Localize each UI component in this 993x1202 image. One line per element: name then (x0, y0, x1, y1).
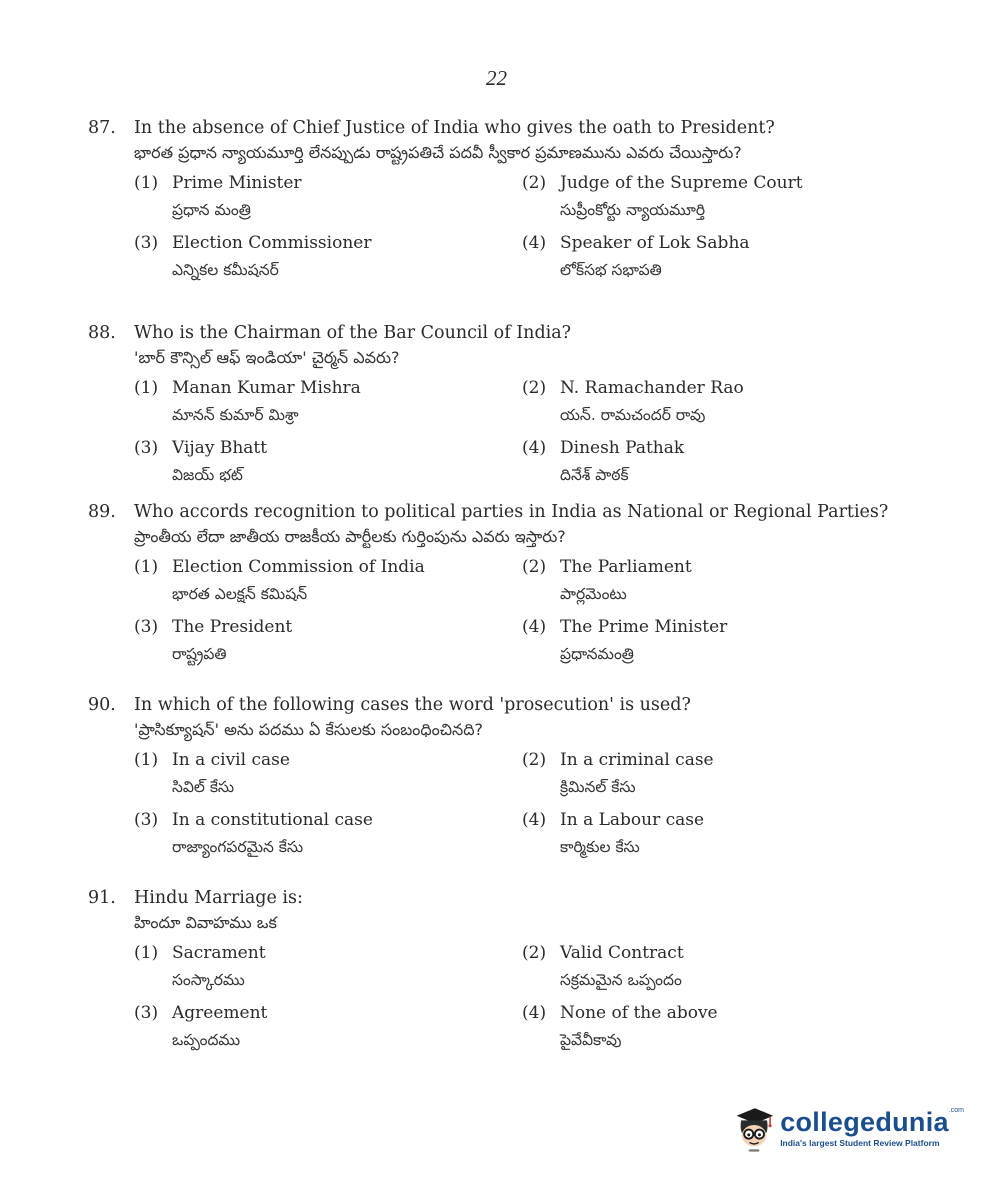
option-3 (134, 614, 522, 668)
option-2 (522, 747, 822, 801)
question-text-en: In which of the following cases the word 'prosecution' is used? (134, 695, 691, 715)
option-text-te: క్రిమినల్ కేసు (560, 778, 636, 796)
question-number: 90. (88, 695, 116, 715)
question-text-en: Who accords recognition to political parties in India as National or Regional Parties? (134, 502, 889, 522)
option-text-en: None of the above (560, 1003, 718, 1023)
option-4 (522, 614, 822, 668)
option-number: (4) (522, 1003, 547, 1023)
option-text-te: పైవేవీకావు (560, 1031, 622, 1049)
logo-tagline: India's largest Student Review Platform (780, 1138, 940, 1148)
option-number: (2) (522, 750, 547, 770)
question-text-te: 'బార్ కౌన్సిల్ ఆఫ్ ఇండియా' చైర్మన్ ఎవరు? (134, 348, 400, 367)
option-number: (3) (134, 233, 159, 253)
option-number: (2) (522, 557, 547, 577)
option-number: (3) (134, 617, 159, 637)
question-text-te: ప్రాంతీయ లేదా జాతీయ రాజకీయ పార్టీలకు గుర్తింపును ఎవరు ఇస్తారు? (134, 527, 566, 546)
option-number: (4) (522, 438, 547, 458)
options-grid (134, 747, 808, 861)
option-text-en: In a Labour case (560, 810, 705, 830)
option-3 (134, 1000, 522, 1054)
option-text-te: దినేశ్ పాఠక్ (560, 466, 629, 484)
question-text-en: In the absence of Chief Justice of India who gives the oath to President? (134, 118, 775, 138)
option-1 (134, 940, 522, 994)
option-number: (1) (134, 943, 159, 963)
option-3 (134, 230, 522, 284)
option-text-en: The Prime Minister (560, 617, 728, 637)
option-number: (3) (134, 1003, 159, 1023)
option-2 (522, 375, 822, 429)
option-text-en: The Parliament (560, 557, 692, 577)
option-2 (522, 940, 822, 994)
option-number: (3) (134, 810, 159, 830)
option-1 (134, 375, 522, 429)
option-text-en: Election Commissioner (172, 233, 372, 253)
option-text-en: Election Commission of India (172, 557, 425, 577)
question-87 (88, 116, 808, 284)
option-text-en: Speaker of Lok Sabha (560, 233, 750, 253)
question-text-te: హిందూ వివాహము ఒక (134, 913, 277, 932)
option-number: (2) (522, 378, 547, 398)
option-text-en: Agreement (172, 1003, 268, 1023)
option-2 (522, 554, 822, 608)
option-text-te: యన్. రామచందర్ రావు (560, 406, 706, 424)
option-text-en: Vijay Bhatt (172, 438, 268, 458)
option-text-en: In a criminal case (560, 750, 714, 770)
question-89 (88, 500, 889, 668)
option-1 (134, 747, 522, 801)
question-88 (88, 321, 808, 489)
option-text-te: సివిల్ కేసు (172, 778, 235, 796)
option-text-te: రాష్ట్రపతి (172, 645, 227, 663)
option-text-te: లోక్‌సభ సభాపతి (560, 261, 662, 279)
question-number: 87. (88, 118, 116, 138)
question-text-te: భారత ప్రధాన న్యాయమూర్తి లేనప్పుడు రాష్ట్రపతిచే పదవీ స్వీకార ప్రమాణమును ఎవరు చేయిస్తారు? (134, 143, 742, 162)
option-text-te: ఎన్నికల కమీషనర్ (172, 261, 279, 279)
question-text-te: 'ప్రాసిక్యూషన్' అను పదము ఏ కేసులకు సంబంధించినది? (134, 720, 484, 739)
option-4 (522, 435, 822, 489)
question-number: 88. (88, 323, 116, 343)
mascot-icon (732, 1092, 776, 1164)
option-number: (3) (134, 438, 159, 458)
option-text-en: Dinesh Pathak (560, 438, 685, 458)
option-2 (522, 170, 822, 224)
option-number: (1) (134, 557, 159, 577)
option-number: (1) (134, 173, 159, 193)
option-number: (4) (522, 617, 547, 637)
option-4 (522, 1000, 822, 1054)
option-number: (1) (134, 378, 159, 398)
question-text-en: Who is the Chairman of the Bar Council of India? (134, 323, 572, 343)
question-text-en: Hindu Marriage is: (134, 888, 303, 908)
option-text-te: రాజ్యాంగపరమైన కేసు (172, 838, 304, 856)
option-text-en: Manan Kumar Mishra (172, 378, 361, 398)
page-number: 22 (486, 66, 507, 90)
option-4 (522, 230, 822, 284)
option-text-te: కార్మికుల కేసు (560, 838, 640, 856)
option-text-en: Prime Minister (172, 173, 302, 193)
options-grid (134, 940, 808, 1054)
option-text-te: ఒప్పందము (172, 1031, 241, 1049)
option-3 (134, 807, 522, 861)
option-text-te: భారత ఎలక్షన్ కమిషన్ (172, 585, 308, 603)
option-text-te: విజయ్ భట్ (172, 466, 243, 484)
option-text-te: సక్రమమైన ఒప్పందం (560, 971, 682, 989)
options-grid (134, 170, 808, 284)
option-text-en: Valid Contract (560, 943, 684, 963)
options-grid (134, 554, 868, 668)
option-1 (134, 554, 522, 608)
option-text-te: సుప్రీంకోర్టు న్యాయమూర్తి (560, 201, 706, 219)
logo-domain: .com (948, 1107, 964, 1114)
option-text-te: మానన్ కుమార్ మిశ్రా (172, 406, 299, 424)
option-number: (2) (522, 173, 547, 193)
option-number: (4) (522, 233, 547, 253)
option-text-en: Judge of the Supreme Court (560, 173, 803, 193)
logo-wordmark: collegedunia (780, 1107, 949, 1137)
question-91 (88, 886, 808, 1054)
option-text-en: In a civil case (172, 750, 290, 770)
option-text-te: ప్రధానమంత్రి (560, 645, 634, 663)
option-text-te: సంస్కారము (172, 971, 245, 989)
option-text-te: ప్రధాన మంత్రి (172, 201, 251, 219)
option-number: (4) (522, 810, 547, 830)
option-3 (134, 435, 522, 489)
options-grid (134, 375, 808, 489)
option-4 (522, 807, 822, 861)
option-number: (2) (522, 943, 547, 963)
option-text-en: Sacrament (172, 943, 266, 963)
option-number: (1) (134, 750, 159, 770)
option-text-en: In a constitutional case (172, 810, 373, 830)
option-text-te: పార్లమెంటు (560, 585, 627, 603)
option-1 (134, 170, 522, 224)
option-text-en: The President (172, 617, 293, 637)
option-text-en: N. Ramachander Rao (560, 378, 744, 398)
collegedunia-logo (732, 1092, 964, 1164)
question-number: 89. (88, 502, 116, 522)
question-number: 91. (88, 888, 116, 908)
question-90 (88, 693, 808, 861)
